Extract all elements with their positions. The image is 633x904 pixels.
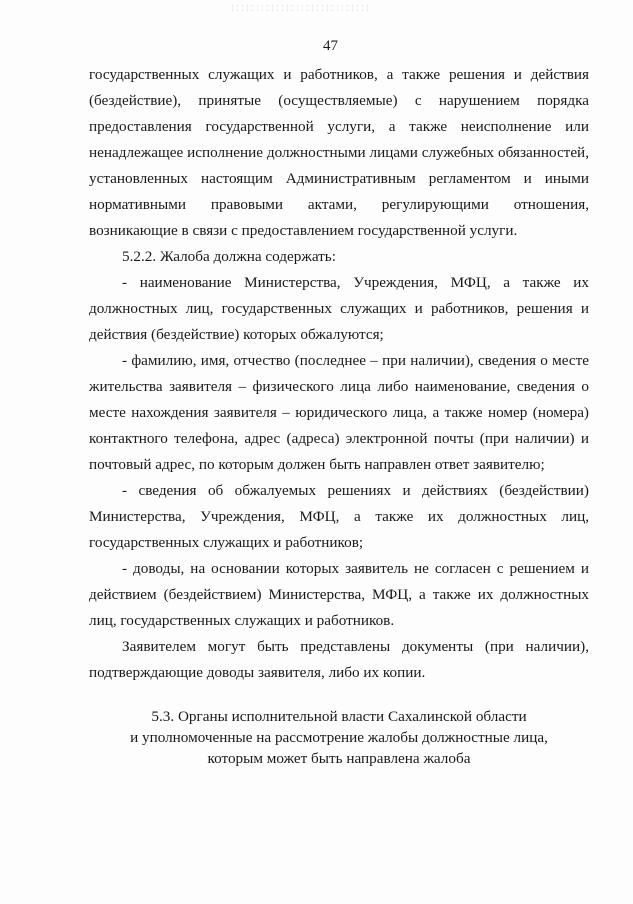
list-item: - наименование Министерства, Учреждения, МФЦ, а также их должностных лиц, государственных служащих и работников, решения и действия (бездействие) которых обжалуются; xyxy=(89,274,589,343)
paragraph: 5.2.2. Жалоба должна содержать: xyxy=(122,248,336,265)
body-text xyxy=(89,62,589,686)
section-heading-line: которым может быть направлена жалоба xyxy=(207,750,471,767)
list-item: - доводы, на основании которых заявитель не согласен с решением и действием (бездействием) Министерства, МФЦ, а также их должностных лиц, государственных служащих и работников. xyxy=(89,560,589,629)
section-heading-line: и уполномоченные на рассмотрение жалобы должностные лица, xyxy=(130,729,548,746)
page-number: 47 xyxy=(323,38,338,54)
section-heading xyxy=(89,706,589,769)
section-heading-line: 5.3. Органы исполнительной власти Сахалинской области xyxy=(151,708,527,725)
scan-artifact xyxy=(230,4,370,12)
list-item: - сведения об обжалуемых решениях и действиях (бездействии) Министерства, Учреждения, МФЦ, а также их должностных лиц, государственных служащих и работников; xyxy=(89,482,589,551)
paragraph: государственных служащих и работников, а также решения и действия (бездействие), принятые (осуществляемые) с нарушением порядка предоставления государственной услуги, а также неисполнение или ненадлежащее исполнение должностными лицами служебных обязанностей, установленных настоящим Административным регламентом и иными нормативными правовыми актами, регулирующими отношения, возникающие в связи с предоставлением государственной услуги. xyxy=(89,66,589,239)
paragraph: Заявителем могут быть представлены документы (при наличии), подтверждающие доводы заявителя, либо их копии. xyxy=(89,638,589,681)
list-item: - фамилию, имя, отчество (последнее – при наличии), сведения о месте жительства заявителя – физического лица либо наименование, сведения о месте нахождения заявителя – юридического лица, а также номер (номера) контактного телефона, адрес (адреса) электронной почты (при наличии) и почтовый адрес, по которым должен быть направлен ответ заявителю; xyxy=(89,352,589,473)
